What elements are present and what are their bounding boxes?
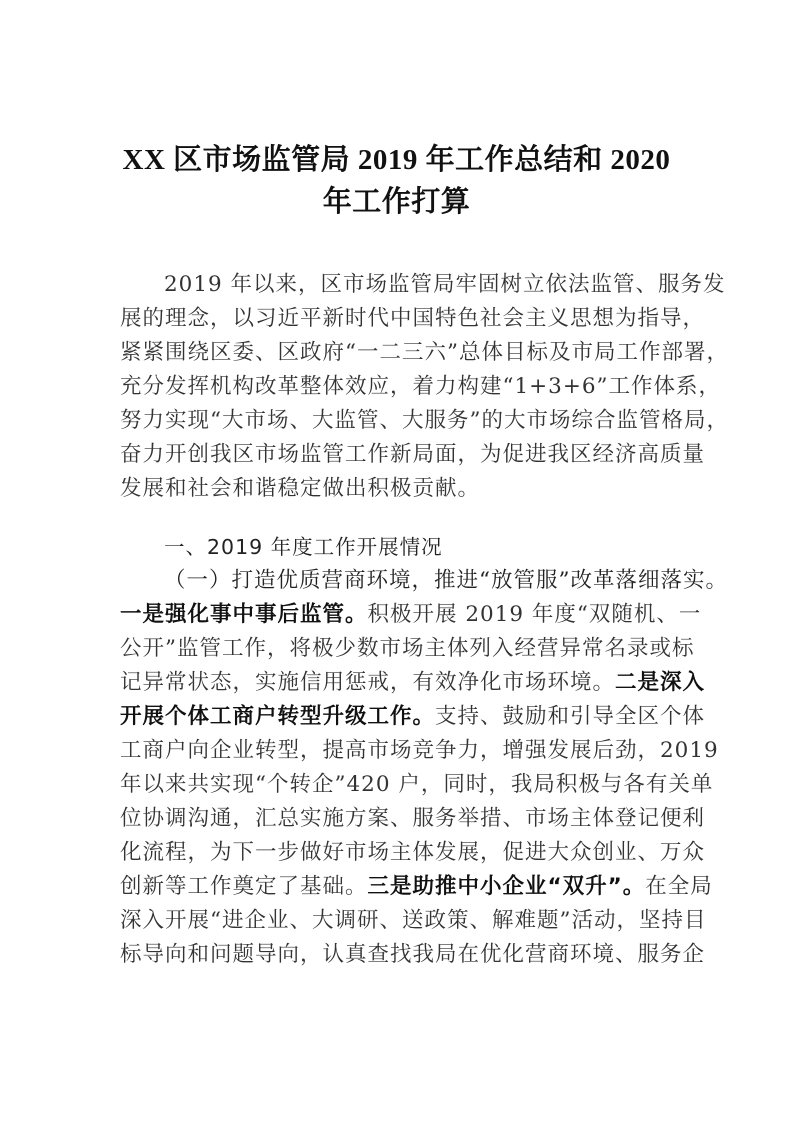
intro-paragraph-line: 发展和社会和谐稳定做出积极贡献。 <box>120 476 481 501</box>
body-text: 记异常状态，实施信用惩戒，有效净化市场环境。 <box>120 670 616 695</box>
section-heading: 一、2019 年度工作开展情况 <box>164 535 443 559</box>
body-line: 深入开展“进企业、大调研、送政策、解难题”活动，坚持目 <box>120 908 707 933</box>
body-line: 化流程，为下一步做好市场主体发展，促进大众创业、万众 <box>120 840 706 865</box>
bold-lead-phrase: 一是强化事中事后监管。 <box>120 602 368 627</box>
body-line: 位协调沟通，汇总实施方案、服务举措、市场主体登记便利 <box>120 806 706 831</box>
document-title-line-1: XX 区市场监管局 2019 年工作总结和 2020 <box>122 144 671 176</box>
subsection-heading: （一）打造优质营商环境，推进“放管服”改革落细落实。 <box>164 568 728 593</box>
body-text: 积极开展 2019 年度“双随机、一 <box>367 602 702 627</box>
intro-paragraph-line: 充分发挥机构改革整体效应，着力构建“1+3+6”工作体系， <box>120 374 722 399</box>
body-line <box>120 668 706 698</box>
body-line <box>120 702 706 732</box>
body-text: 创新等工作奠定了基础。 <box>120 874 368 899</box>
bold-lead-phrase: 三是助推中小企业“双升”。 <box>367 874 646 899</box>
document-title-line-2: 年工作打算 <box>322 186 471 218</box>
bold-lead-phrase: 二是深入 <box>615 670 706 695</box>
intro-paragraph-line: 奋力开创我区市场监管工作新局面，为促进我区经济高质量 <box>120 442 706 467</box>
bold-lead-phrase: 开展个体工商户转型升级工作。 <box>120 704 436 729</box>
intro-paragraph-line: 努力实现“大市场、大监管、大服务”的大市场综合监管格局， <box>120 408 729 433</box>
body-line: 年以来共实现“个转企”420 户，同时，我局积极与各有关单 <box>120 772 714 797</box>
body-line: 公开”监管工作，将极少数市场主体列入经营异常名录或标 <box>120 636 695 661</box>
body-line <box>120 600 702 630</box>
intro-paragraph-line: 2019 年以来，区市场监管局牢固树立依法监管、服务发 <box>164 272 726 297</box>
body-text: 支持、鼓励和引导全区个体 <box>435 704 706 729</box>
body-line: 标导向和问题导向，认真查找我局在优化营商环境、服务企 <box>120 942 706 967</box>
intro-paragraph-line: 紧紧围绕区委、区政府“一二三六”总体目标及市局工作部署， <box>120 340 729 365</box>
intro-paragraph-line: 展的理念，以习近平新时代中国特色社会主义思想为指导， <box>120 306 706 331</box>
body-text: 在全局 <box>645 874 713 899</box>
body-line: 工商户向企业转型，提高市场竞争力，增强发展后劲，2019 <box>120 738 719 763</box>
body-line <box>120 872 713 902</box>
